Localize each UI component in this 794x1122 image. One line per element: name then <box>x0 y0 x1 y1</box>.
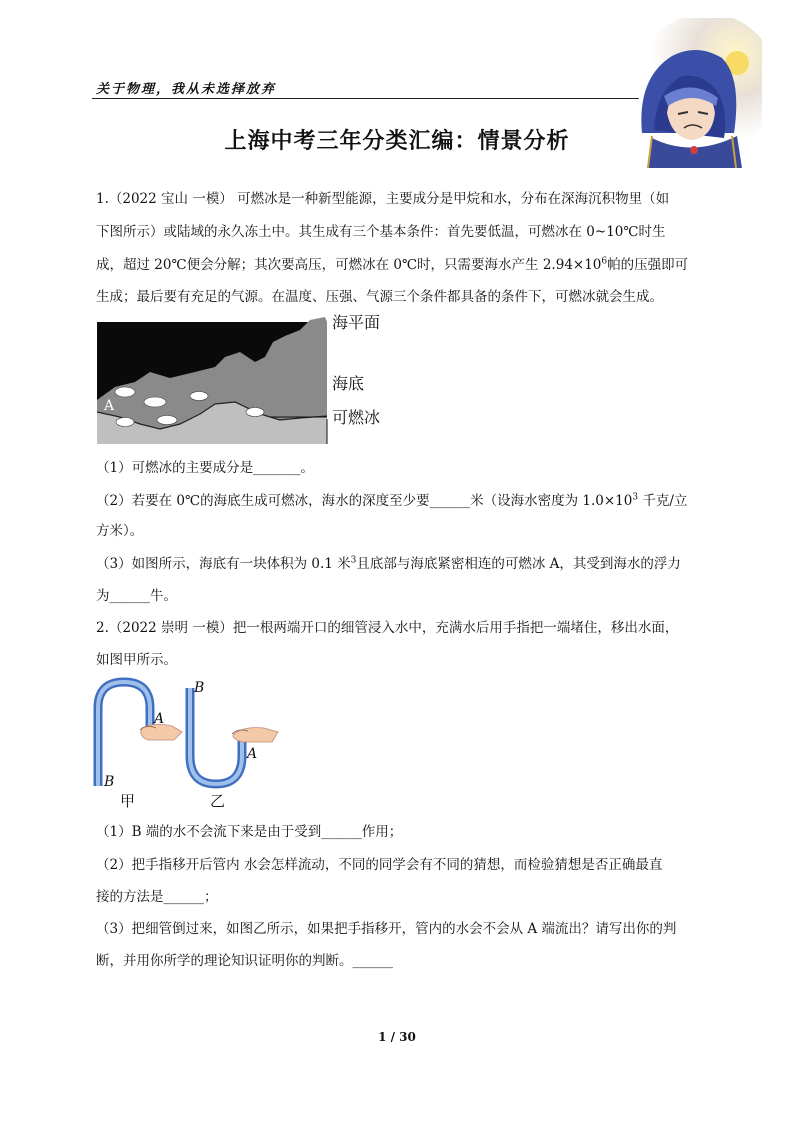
label-yi: 乙 <box>210 792 226 810</box>
q1-sub-2-line-2: 方米）。 <box>96 523 144 539</box>
header-motto: 关于物理，我从未选择放弃 <box>96 82 277 97</box>
label-seabed: 海底 <box>332 374 365 393</box>
page-number: 1 / 30 <box>378 1030 416 1044</box>
q2-stem-line-2: 如图甲所示。 <box>96 652 177 668</box>
label-sea-level: 海平面 <box>332 313 381 332</box>
page-title: 上海中考三年分类汇编：情景分析 <box>224 129 570 154</box>
label-a-left: A <box>154 711 165 727</box>
label-ice: 可燃冰 <box>332 408 381 427</box>
seabed-figure <box>95 312 395 452</box>
q2-stem-line-1: 2.（2022 崇明 一模）把一根两端开口的细管浸入水中，充满水后用手指把一端堵住，移出水面， <box>96 620 679 636</box>
q1-stem-line-3: 成，超过 20℃便会分解；其次要高压，可燃冰在 0℃时，只需要海水产生 $2.94\times 10^6$帕的压强即可 <box>96 256 689 273</box>
q1-sub-2-line-1: （2）若要在 0℃的海底生成可燃冰，海水的深度至少要______米（设海水密度为 $1.0\times 10^3$ 千克/立 <box>96 492 688 509</box>
label-a: A <box>104 398 115 414</box>
q2-sub-2-line-1: （2）把手指移开后管内 水会怎样流动，不同的同学会有不同的猜想，而检验猜想是否正确最直 <box>96 857 663 873</box>
tube-figure <box>92 676 292 812</box>
label-jia: 甲 <box>120 792 136 810</box>
q1-stem-line-2: 下图所示）或陆域的永久冻土中。其生成有三个基本条件：首先要低温，可燃冰在 0~10℃时生 <box>96 224 666 240</box>
q2-sub-3-line-2: 断，并用你所学的理论知识证明你的判断。______ <box>96 953 393 969</box>
label-b-right: B <box>194 680 205 696</box>
q1-stem-line-4: 生成；最后要有充足的气源。在温度、压强、气源三个条件都具备的条件下，可燃冰就会生成。 <box>96 289 663 305</box>
q1-stem-line-1: 1.（2022 宝山 一模） 可燃冰是一种新型能源，主要成分是甲烷和水，分布在深海沉积物里（如 <box>96 191 670 207</box>
q2-sub-2-line-2: 接的方法是______； <box>96 889 218 905</box>
label-a-right: A <box>247 746 258 762</box>
q1-sub-3-line-1: （3）如图所示，海底有一块体积为 0.1 米$^3$且底部与海底紧密相连的可燃冰 A，其受到海水的浮力 <box>96 555 681 572</box>
q2-sub-3-line-1: （3）把细管倒过来，如图乙所示，如果把手指移开，管内的水会不会从 A 端流出？请写出你的判 <box>96 921 677 937</box>
q2-sub-1: （1）B 端的水不会流下来是由于受到______作用； <box>96 824 403 840</box>
label-b-left: B <box>104 774 115 790</box>
q1-sub-3-line-2: 为______牛。 <box>96 588 177 604</box>
q1-sub-1: （1）可燃冰的主要成分是_______。 <box>96 460 314 476</box>
